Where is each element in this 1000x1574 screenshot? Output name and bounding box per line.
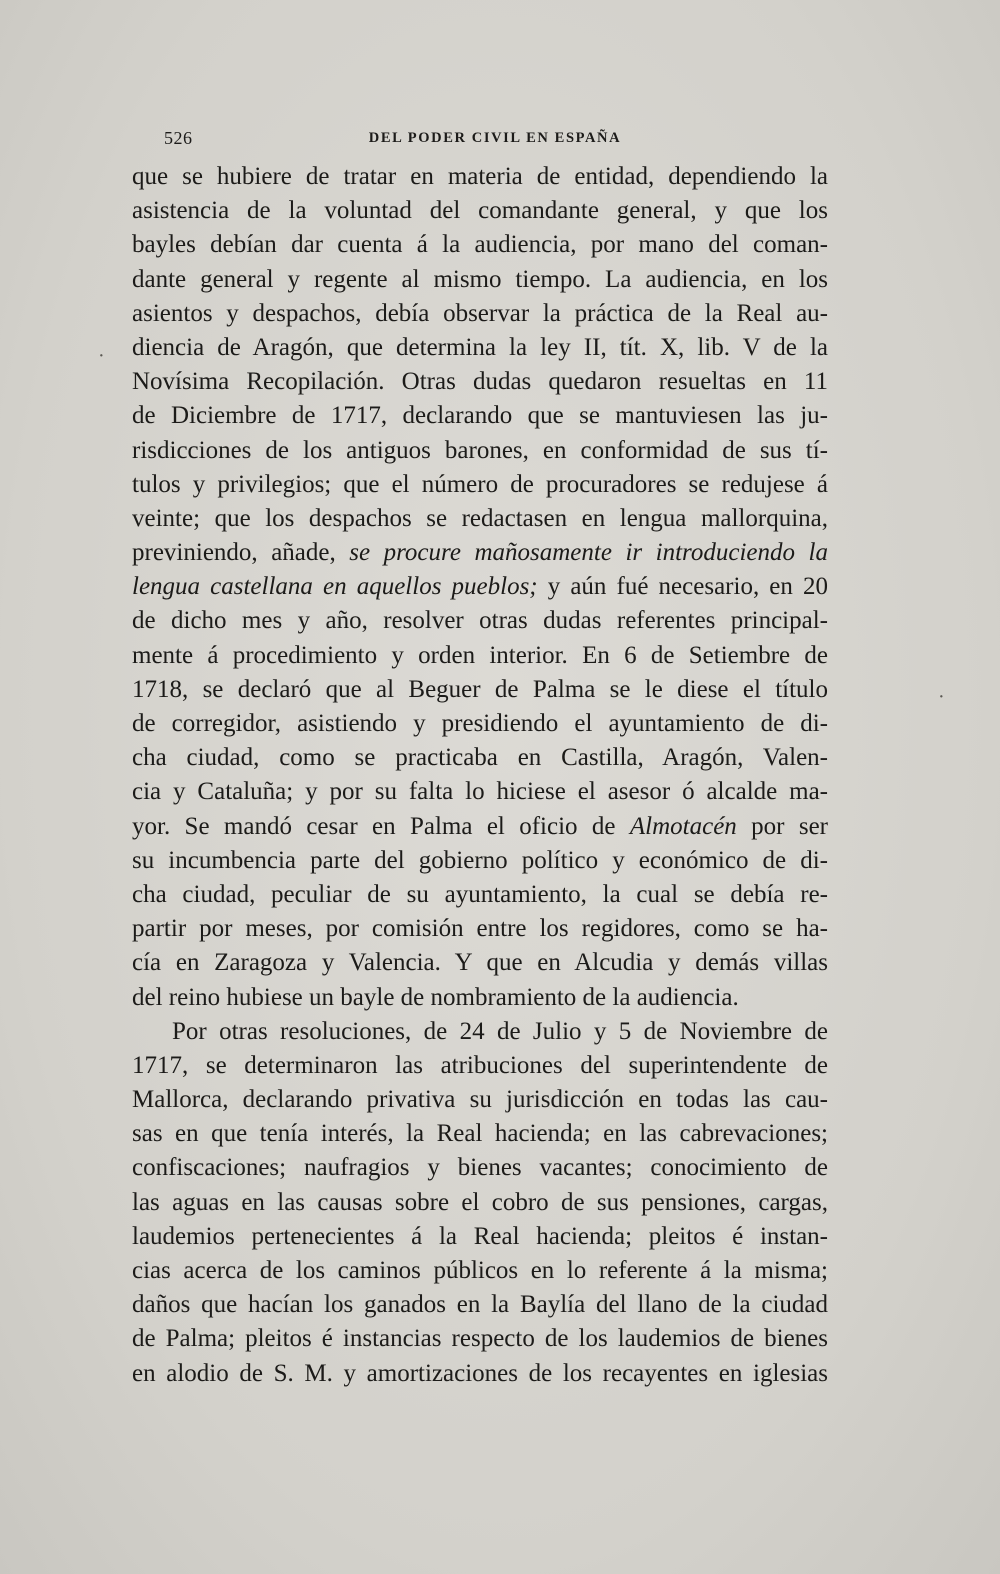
text-line: sas en que tenía interés, la Real hacienda; en las cabrevaciones;	[132, 1120, 828, 1148]
running-title: DEL PODER CIVIL EN ESPAÑA	[368, 130, 622, 146]
margin-mark: ·	[938, 686, 945, 708]
text-line: de corregidor, asistiendo y presidiendo el ayuntamiento de di-	[132, 710, 828, 737]
text-line: que se hubiere de tratar en materia de entidad, dependiendo la	[132, 163, 828, 190]
text-line: daños que hacían los ganados en la Baylía del llano de la ciudad	[132, 1291, 828, 1319]
text-line: en alodio de S. M. y amortizaciones de los recayentes en iglesias	[132, 1359, 828, 1387]
text-line: 1717, se determinaron las atribuciones del superintendente de	[132, 1051, 828, 1079]
text-line: bayles debían dar cuenta á la audiencia, por mano del coman-	[132, 231, 828, 259]
text-line: Por otras resoluciones, de 24 de Julio y 5 de Noviembre de	[172, 1017, 828, 1045]
text-line: Novísima Recopilación. Otras dudas quedaron resueltas en 11	[132, 368, 828, 396]
margin-mark: ·	[98, 345, 105, 367]
text-line: de Palma; pleitos é instancias respecto de los laudemios de bienes	[132, 1325, 828, 1353]
text-line: dante general y regente al mismo tiempo. La audiencia, en los	[132, 265, 828, 293]
text-line: su incumbencia parte del gobierno político y económico de di-	[132, 846, 828, 874]
text-line: cias acerca de los caminos públicos en lo referente á la misma;	[132, 1257, 828, 1284]
text-line: Mallorca, declarando privativa su jurisdicción en todas las cau-	[132, 1086, 828, 1114]
text-line: laudemios pertenecientes á la Real hacienda; pleitos é instan-	[132, 1222, 828, 1250]
body-text	[132, 160, 828, 1391]
running-head	[150, 128, 840, 154]
text-line: confiscaciones; naufragios y bienes vacantes; conocimiento de	[132, 1154, 828, 1182]
text-line: 1718, se declaró que al Beguer de Palma se le diese el título	[132, 675, 828, 703]
text-line: del reino hubiese un bayle de nombramiento de la audiencia.	[132, 983, 739, 1011]
text-line: de Diciembre de 1717, declarando que se mantuviesen las ju-	[132, 402, 828, 430]
text-line: risdicciones de los antiguos barones, en conformidad de sus tí-	[132, 436, 828, 464]
text-line: las aguas en las causas sobre el cobro de sus pensiones, cargas,	[132, 1188, 828, 1216]
italic-text: Almotacén	[629, 812, 737, 840]
text-line: tulos y privilegios; que el número de procuradores se redujese á	[132, 470, 828, 498]
text-line: veinte; que los despachos se redactasen en lengua mallorquina,	[132, 504, 828, 532]
text-line: cha ciudad, como se practicaba en Castilla, Aragón, Valen-	[132, 744, 828, 772]
text-line: asistencia de la voluntad del comandante general, y que los	[132, 197, 828, 225]
text-line: cia y Cataluña; y por su falta lo hiciese el asesor ó alcalde ma-	[132, 778, 828, 806]
text-line: yor. Se mandó cesar en Palma el oficio de Almotacén por ser	[132, 812, 828, 840]
text-line: asientos y despachos, debía observar la práctica de la Real au-	[132, 299, 828, 327]
text-line: diencia de Aragón, que determina la ley II, tít. X, lib. V de la	[132, 333, 828, 361]
italic-text: se procure mañosamente ir introduciendo la	[349, 539, 828, 567]
text-line: previniendo, añade, se procure mañosamente ir introduciendo la	[132, 539, 828, 567]
text-line: partir por meses, por comisión entre los regidores, como se ha-	[132, 915, 828, 943]
text-line: cha ciudad, peculiar de su ayuntamiento, la cual se debía re-	[132, 880, 828, 908]
text-line: lengua castellana en aquellos pueblos; y aún fué necesario, en 20	[132, 573, 828, 601]
text-line: cía en Zaragoza y Valencia. Y que en Alcudia y demás villas	[132, 949, 828, 977]
page-number: 526	[164, 128, 193, 148]
text-line: mente á procedimiento y orden interior. En 6 de Setiembre de	[132, 641, 828, 669]
italic-text: lengua castellana en aquellos pueblos;	[132, 573, 538, 601]
text-line: de dicho mes y año, resolver otras dudas referentes principal-	[132, 607, 828, 635]
